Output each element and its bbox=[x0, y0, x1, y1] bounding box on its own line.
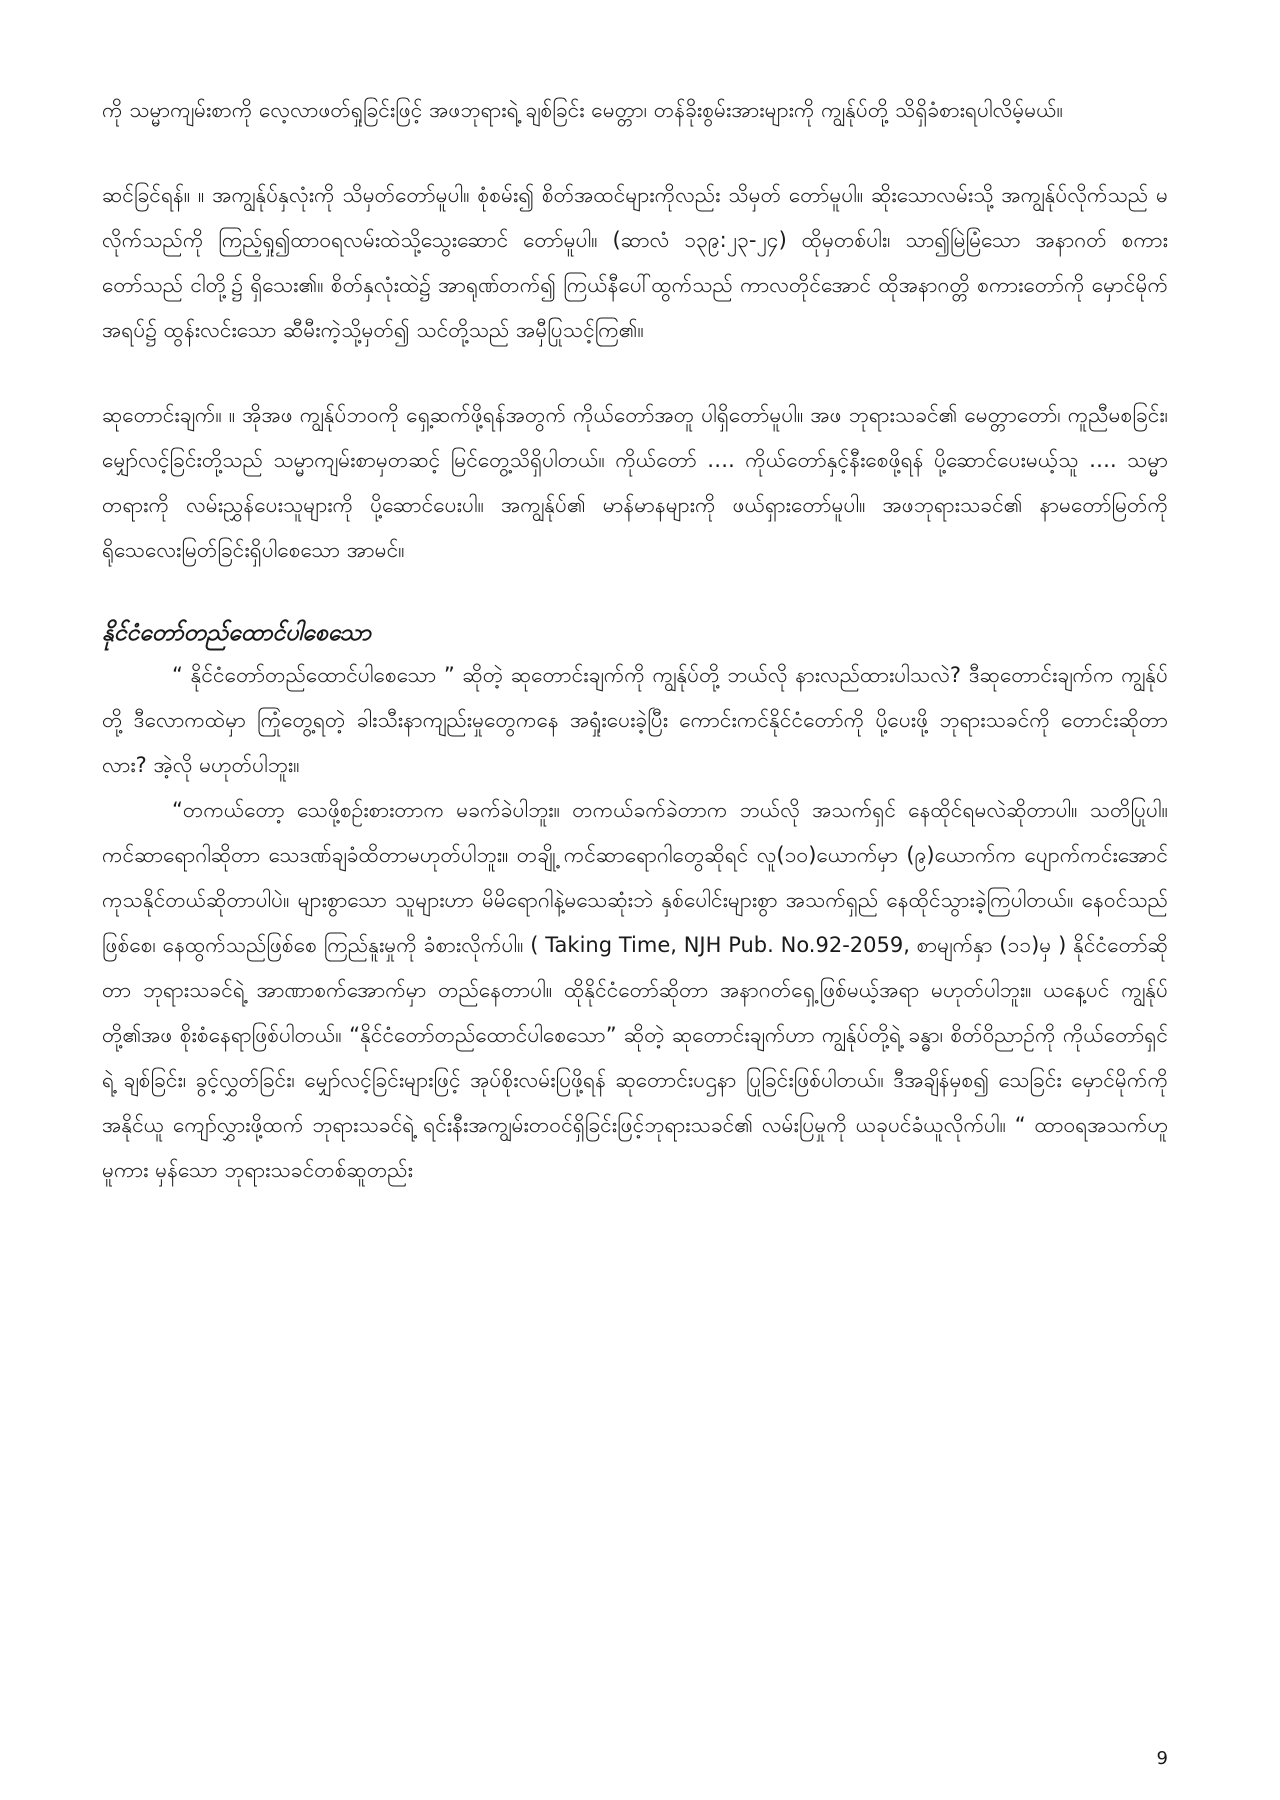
document-page bbox=[102, 88, 1168, 1193]
paragraph-prayer: ဆုတောင်းချက်။ ။ အိုအဖ ကျွန်ုပ်ဘဝကို ရှေ့ဆက်ဖို့ရန်အတွက် ကိုယ်တော်အတူ ပါရှိတော်မူပါ။ အဖ ဘုရားသခင်၏ မေတ္တာတော်၊ ကူညီမစခြင်း၊ မျှော်လင့်ခြင်းတို့သည် သမ္မာကျမ်းစာမှတဆင့် မြင်တွေ့သိရှိပါတယ်။ ကိုယ်တော် …. ကိုယ်တော်နှင့်နီးစေဖို့ရန် ပို့ဆောင်ပေးမယ့်သူ …. သမ္မာတရားကို လမ်းညွှန်ပေးသူများကို ပို့ဆောင်ပေးပါ။ အကျွန်ုပ်၏ မာန်မာနများကို ဖယ်ရှားတော်မူပါ။ အဖဘုရားသခင်၏ နာမတော်မြတ်ကို ရိုသေလေးမြတ်ခြင်းရှိပါစေသော အာမင်။ bbox=[102, 403, 1169, 562]
paragraph-kingdom-intro: “ နိုင်ငံတော်တည်ထောင်ပါစေသော ” ဆိုတဲ့ ဆုတောင်းချက်ကို ကျွန်ုပ်တို့ ဘယ်လို နားလည်ထားပါသလဲ? ဒီဆုတောင်းချက်က ကျွန်ုပ်တို့ ဒီလောကထဲမှာ ကြုံတွေ့ရတဲ့ ခါးသီးနာကျည်းမှုတွေကနေ အရှုံးပေးခဲ့ပြီး ကောင်းကင်နိုင်ငံတော်ကို ပို့ပေးဖို့ ဘုရားသခင်ကို တောင်းဆိုတာလား? အဲ့လို မဟုတ်ပါဘူး။ bbox=[102, 663, 1168, 777]
section-heading: နိုင်ငံတော်တည်ထောင်ပါစေသော bbox=[102, 620, 372, 646]
paragraph-scripture-reading: ကို သမ္မာကျမ်းစာကို လေ့လာဖတ်ရှုခြင်းဖြင့် အဖဘုရားရဲ့ ချစ်ခြင်း မေတ္တာ၊ တန်ခိုးစွမ်းအားများကို ကျွန်ုပ်တို့ သိရှိခံစားရပါလိမ့်မယ်။ bbox=[102, 98, 1063, 122]
paragraph-meditation: ဆင်ခြင်ရန်။ ။ အကျွန်ုပ်နှလုံးကို သိမှတ်တော်မူပါ။ စုံစမ်း၍ စိတ်အထင်များကိုလည်း သိမှတ် တော်မူပါ။ ဆိုးသောလမ်းသို့ အကျွန်ုပ်လိုက်သည် မလိုက်သည်ကို ကြည့်ရှု၍ထာဝရလမ်းထဲသို့သွေးဆောင် တော်မူပါ။ (ဆာလံ ၁၃၉:၂၃-၂၄) ထိုမှတစ်ပါး၊ သာ၍မြဲမြံသော အနာဂတ် စကားတော်သည် ငါတို့၌ ရှိသေး၏။ စိတ်နှလုံးထဲ၌ အာရုဏ်တက်၍ ကြယ်နီပေါ်ထွက်သည် ကာလတိုင်အောင် ထိုအနာဂတ္တိ စကားတော်ကို မှောင်မိုက်အရပ်၌ ထွန်းလင်းသော ဆီမီးကဲ့သို့မှတ်၍ သင်တို့သည် အမှီပြုသင့်ကြ၏။ bbox=[102, 183, 1168, 342]
paragraph-kingdom-body: “တကယ်တော့ သေဖို့စဉ်းစားတာက မခက်ခဲပါဘူး။ တကယ်ခက်ခဲတာက ဘယ်လို အသက်ရှင် နေထိုင်ရမလဲဆိုတာပါ။ သတိပြုပါ။ ကင်ဆာရောဂါဆိုတာ သေဒဏ်ချခံထိတာမဟုတ်ပါဘူး။ တချို့ ကင်ဆာရောဂါတွေဆိုရင် လူ(၁၀)ယောက်မှာ (၉)ယောက်က ပျောက်ကင်းအောင် ကုသနိုင်တယ်ဆိုတာပါပဲ။ များစွာသော သူများဟာ မိမိရောဂါနဲ့မသေဆုံးဘဲ နှစ်ပေါင်းများစွာ အသက်ရှည် နေထိုင်သွားခဲ့ကြပါတယ်။ နေ၀င်သည်ဖြစ်စေ၊ နေထွက်သည်ဖြစ်စေ ကြည်နူးမှုကို ခံစားလိုက်ပါ။ ( Taking Time, NJH Pub. No.92-2059, စာမျက်နှာ (၁၁)မှ ) နိုင်ငံတော်ဆိုတာ ဘုရားသခင်ရဲ့ အာဏာစက်အောက်မှာ တည်နေတာပါ။ ထိုနိုင်ငံတော်ဆိုတာ အနာဂတ်ရှေ့ဖြစ်မယ့်အရာ မဟုတ်ပါဘူး။ ယနေ့ပင် ကျွန်ုပ်တို့၏အဖ စိုးစံနေရာဖြစ်ပါတယ်။ “နိုင်ငံတော်တည်ထောင်ပါစေသော” ဆိုတဲ့ ဆုတောင်းချက်ဟာ ကျွန်ုပ်တို့ရဲ့ ခန္ဓာ၊ စိတ်ဝိညာဉ်ကို ကိုယ်တော်ရှင်ရဲ့ ချစ်ခြင်း၊ ခွင့်လွှတ်ခြင်း၊ မျှော်လင့်ခြင်းများဖြင့် အုပ်စိုးလမ်းပြဖို့ရန် ဆုတောင်းပဌနာ ပြုခြင်းဖြစ်ပါတယ်။ ဒီအချိန်မှစ၍ သေခြင်း မှောင်မိုက်ကို အနိုင်ယူ ကျော်လွှားဖို့ထက် ဘုရားသခင်ရဲ့ ရင်းနီးအကျွမ်းတဝင်ရှိခြင်းဖြင့်ဘုရားသခင်၏ လမ်းပြမှုကို ယခုပင်ခံယူလိုက်ပါ။ “ ထာဝရအသက်ဟူမူကား မှန်သော ဘုရားသခင်တစ်ဆူတည်း bbox=[102, 798, 1168, 1182]
page-number: 9 bbox=[1156, 1748, 1168, 1769]
